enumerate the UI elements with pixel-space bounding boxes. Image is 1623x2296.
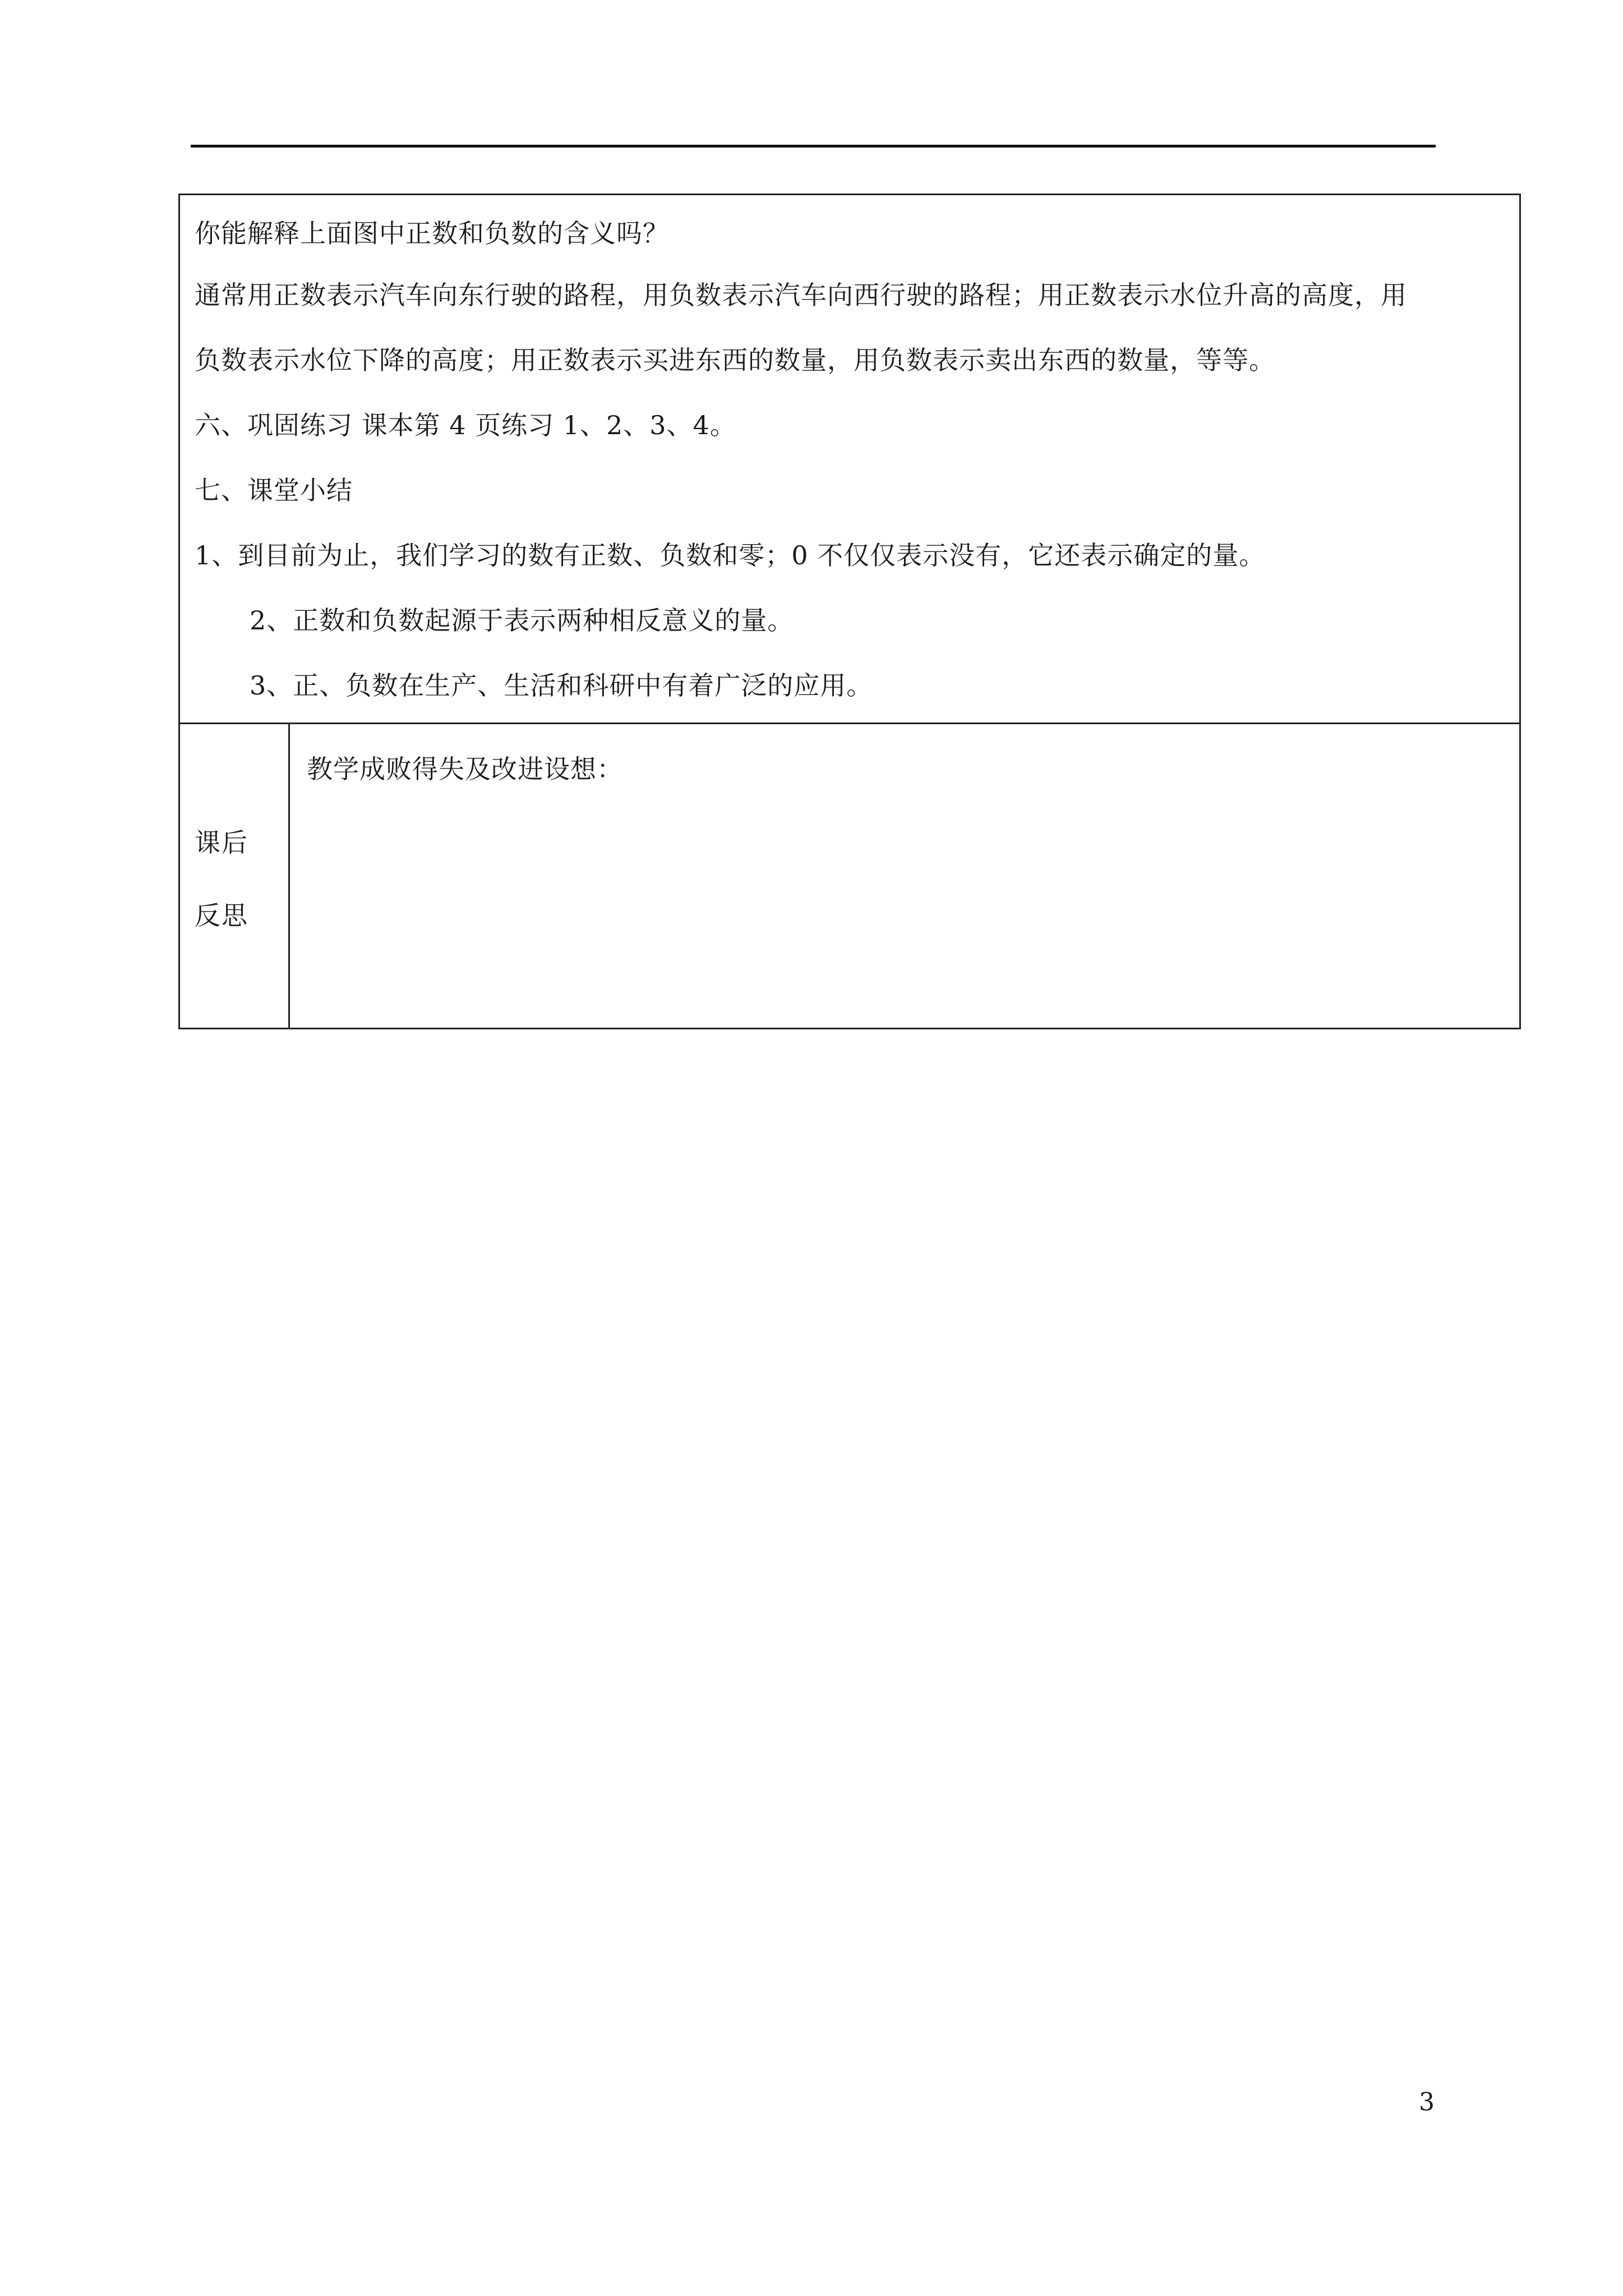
summary-item-1: 1、到目前为止，我们学习的数有正数、负数和零；0 不仅仅表示没有，它还表示确定的量。	[195, 540, 1266, 570]
lesson-content-cell	[179, 195, 1520, 724]
lesson-content-row	[179, 195, 1520, 724]
explanation-line-2: 负数表示水位下降的高度；用正数表示买进东西的数量，用负数表示卖出东西的数量，等等。	[195, 345, 1275, 375]
explanation-line-1: 通常用正数表示汽车向东行驶的路程，用负数表示汽车向西行驶的路程；用正数表示水位升高的高度，用	[195, 280, 1407, 310]
summary-item-2: 2、正数和负数起源于表示两种相反意义的量。	[250, 605, 794, 636]
practice-heading: 六、巩固练习 课本第 4 页练习 1、2、3、4。	[195, 410, 736, 440]
reflection-label-line-1: 课后	[195, 827, 248, 858]
summary-item-3: 3、正、负数在生产、生活和科研中有着广泛的应用。	[250, 670, 873, 701]
question-line: 你能解释上面图中正数和负数的含义吗？	[195, 218, 669, 249]
reflection-label-line-2: 反思	[195, 900, 248, 931]
page-number: 3	[1419, 2088, 1435, 2116]
reflection-label-cell	[179, 724, 289, 1029]
reflection-title: 教学成败得失及改进设想：	[307, 754, 623, 784]
reflection-content-cell	[289, 724, 1520, 1029]
header-rule	[191, 145, 1436, 148]
summary-heading: 七、课堂小结	[195, 475, 353, 505]
lesson-table	[178, 194, 1521, 1029]
reflection-row	[179, 724, 1520, 1029]
